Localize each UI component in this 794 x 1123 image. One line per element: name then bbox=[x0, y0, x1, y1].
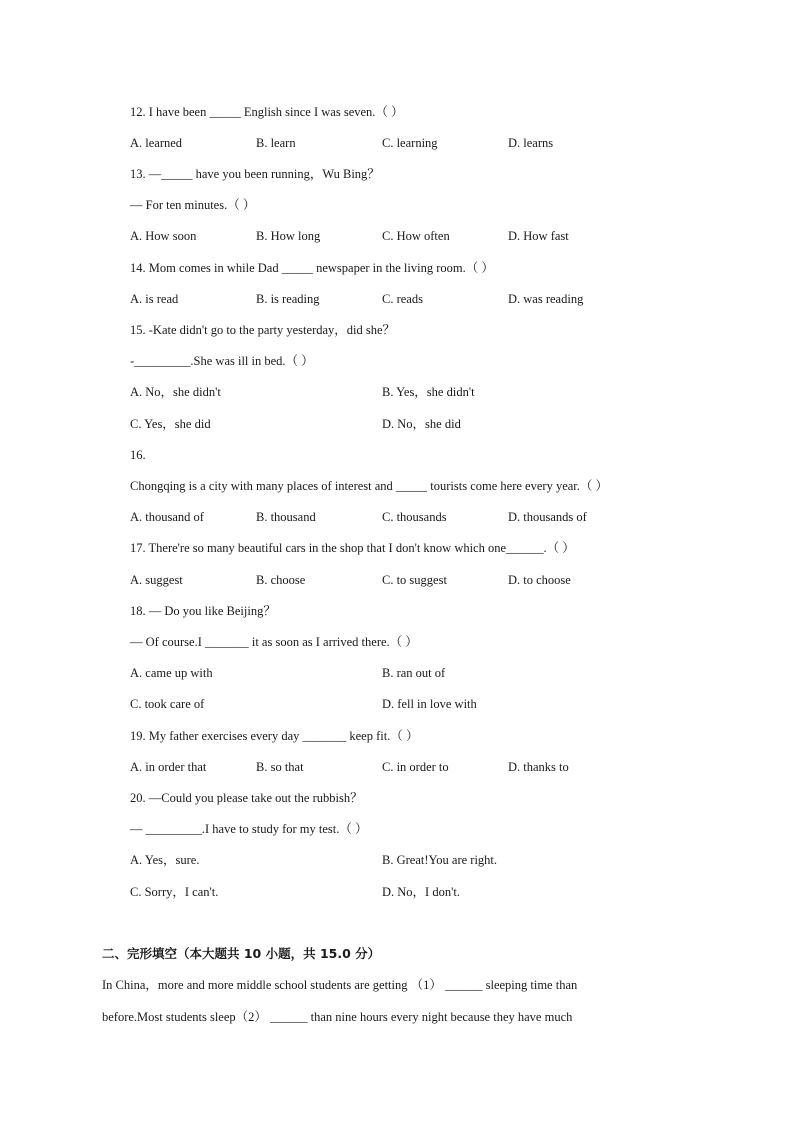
question-13-option-a: A. How soon bbox=[130, 229, 197, 243]
question-20-reply: — _________.I have to study for my test.（ ） bbox=[130, 822, 368, 836]
question-18-option-c: C. took care of bbox=[130, 697, 205, 711]
question-15-option-b: B. Yes，she didn't bbox=[382, 385, 475, 399]
cloze-passage-line-2: before.Most students sleep（2） ______ than nine hours every night because they have much bbox=[102, 1010, 573, 1024]
question-12-option-a: A. learned bbox=[130, 136, 183, 150]
question-13-option-b: B. How long bbox=[256, 229, 321, 243]
question-16-option-b: B. thousand bbox=[256, 510, 316, 524]
question-19-option-d: D. thanks to bbox=[508, 760, 569, 774]
question-18-option-d: D. fell in love with bbox=[382, 697, 477, 711]
question-15-stem: 15. -Kate didn't go to the party yesterday，did she？ bbox=[130, 323, 396, 337]
question-20-option-c: C. Sorry，I can't. bbox=[130, 885, 219, 899]
question-13-stem: 13. —_____ have you been running，Wu Bing？ bbox=[130, 167, 380, 181]
section-2-heading: 二、完形填空（本大题共 10 小题，共 15.0 分） bbox=[102, 946, 381, 961]
question-17-option-c: C. to suggest bbox=[382, 573, 447, 587]
cloze-passage-line-1: In China，more and more middle school students are getting （1） ______ sleeping time than bbox=[102, 978, 578, 992]
question-17-stem: 17. There're so many beautiful cars in the shop that I don't know which one______.（ ） bbox=[130, 541, 575, 555]
question-16-body: Chongqing is a city with many places of interest and _____ tourists come here every year.（ ） bbox=[130, 479, 609, 493]
question-20-option-b: B. Great!You are right. bbox=[382, 853, 498, 867]
question-15-option-a: A. No，she didn't bbox=[130, 385, 221, 399]
question-14-stem: 14. Mom comes in while Dad _____ newspaper in the living room.（ ） bbox=[130, 261, 494, 275]
question-12-option-c: C. learning bbox=[382, 136, 438, 150]
question-14-option-a: A. is read bbox=[130, 292, 179, 306]
question-12-option-d: D. learns bbox=[508, 136, 554, 150]
question-20-option-d: D. No，I don't. bbox=[382, 885, 460, 899]
question-19-option-b: B. so that bbox=[256, 760, 304, 774]
question-20-stem: 20. —Could you please take out the rubbish？ bbox=[130, 791, 363, 805]
question-17-option-d: D. to choose bbox=[508, 573, 571, 587]
question-12-option-b: B. learn bbox=[256, 136, 296, 150]
question-17-option-a: A. suggest bbox=[130, 573, 183, 587]
question-12-stem: 12. I have been _____ English since I was seven.（ ） bbox=[130, 105, 404, 119]
question-17-option-b: B. choose bbox=[256, 573, 306, 587]
question-16-option-d: D. thousands of bbox=[508, 510, 587, 524]
question-16-option-c: C. thousands bbox=[382, 510, 447, 524]
question-20-option-a: A. Yes，sure. bbox=[130, 853, 200, 867]
question-14-option-d: D. was reading bbox=[508, 292, 584, 306]
question-15-option-d: D. No，she did bbox=[382, 417, 461, 431]
question-18-option-b: B. ran out of bbox=[382, 666, 446, 680]
question-14-option-c: C. reads bbox=[382, 292, 423, 306]
question-15-reply: -_________.She was ill in bed.（ ） bbox=[130, 354, 314, 368]
question-13-option-d: D. How fast bbox=[508, 229, 569, 243]
question-13-reply: — For ten minutes.（ ） bbox=[130, 198, 256, 212]
question-18-option-a: A. came up with bbox=[130, 666, 213, 680]
question-19-option-c: C. in order to bbox=[382, 760, 449, 774]
question-16-option-a: A. thousand of bbox=[130, 510, 204, 524]
question-18-stem: 18. — Do you like Beijing？ bbox=[130, 604, 276, 618]
question-16-stem: 16. bbox=[130, 448, 146, 462]
question-13-option-c: C. How often bbox=[382, 229, 450, 243]
question-15-option-c: C. Yes，she did bbox=[130, 417, 211, 431]
question-14-option-b: B. is reading bbox=[256, 292, 320, 306]
question-18-reply: — Of course.I _______ it as soon as I arrived there.（ ） bbox=[130, 635, 418, 649]
question-19-option-a: A. in order that bbox=[130, 760, 207, 774]
question-19-stem: 19. My father exercises every day _______ keep fit.（ ） bbox=[130, 729, 419, 743]
